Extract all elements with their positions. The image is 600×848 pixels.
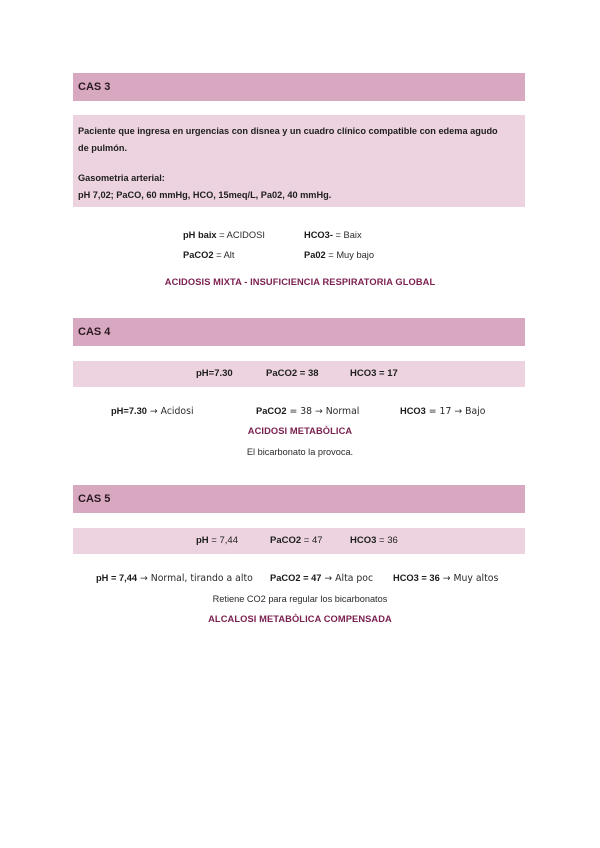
case-3-pa02-result: Pa02 = Muy bajo xyxy=(304,250,375,260)
case-3-description-line-2: de pulmón. xyxy=(78,142,127,153)
case-3-description-box xyxy=(73,115,525,207)
case-5-header xyxy=(73,485,525,513)
case-3-gasometria-values: pH 7,02; PaCO, 60 mmHg, HCO, 15meq/L, Pa02, 40 mmHg. xyxy=(78,189,332,200)
case-5-title: CAS 5 xyxy=(78,493,111,505)
case-4-summary-ph: pH=7.30 xyxy=(196,368,233,379)
case-3-hco3-result: HCO3- = Baix xyxy=(304,230,362,240)
case-5-ph-result: pH = 7,44 → Normal, tirando a alto xyxy=(96,573,253,584)
case-3-conclusion: ACIDOSIS MIXTA - INSUFICIENCIA RESPIRATORIA GLOBAL xyxy=(164,277,436,287)
case-5-note: Retiene CO2 para regular los bicarbonatos xyxy=(212,594,388,604)
case-5-summary-box xyxy=(73,528,525,554)
case-4-summary-box xyxy=(73,361,525,387)
case-3-title: CAS 3 xyxy=(78,81,111,93)
case-4-summary-paco2: PaCO2 = 38 xyxy=(266,368,319,379)
case-5-hco3-result: HCO3 = 36 → Muy altos xyxy=(393,573,499,584)
case-4-conclusion: ACIDOSI METABÒLICA xyxy=(247,426,353,436)
case-4-note: El bicarbonato la provoca. xyxy=(246,447,354,457)
case-4-summary-hco3: HCO3 = 17 xyxy=(350,368,398,379)
case-5-conclusion: ALCALOSI METABÒLICA COMPENSADA xyxy=(208,614,392,624)
case-4-title: CAS 4 xyxy=(78,326,111,338)
case-5-summary-paco2: PaCO2 = 47 xyxy=(270,535,323,546)
case-3-header xyxy=(73,73,525,101)
case-4-hco3-result: HCO3 = 17 → Bajo xyxy=(400,406,486,417)
case-3-gasometria-label: Gasometria arterial: xyxy=(78,173,165,183)
case-3-ph-result: pH baix = ACIDOSI xyxy=(183,230,265,240)
case-3-description-line-1: Paciente que ingresa en urgencias con disnea y un cuadro clínico compatible con edema agudo xyxy=(78,126,498,136)
case-4-header xyxy=(73,318,525,346)
case-3-paco2-result: PaCO2 = Alt xyxy=(183,250,235,260)
case-5-summary-hco3: HCO3 = 36 xyxy=(350,535,398,546)
case-4-ph-result: pH=7.30 → Acidosi xyxy=(111,406,194,417)
case-5-paco2-result: PaCO2 = 47 → Alta poc xyxy=(270,573,374,584)
case-5-summary-ph: pH = 7,44 xyxy=(196,535,238,546)
case-4-paco2-result: PaCO2 = 38 → Normal xyxy=(256,406,360,417)
